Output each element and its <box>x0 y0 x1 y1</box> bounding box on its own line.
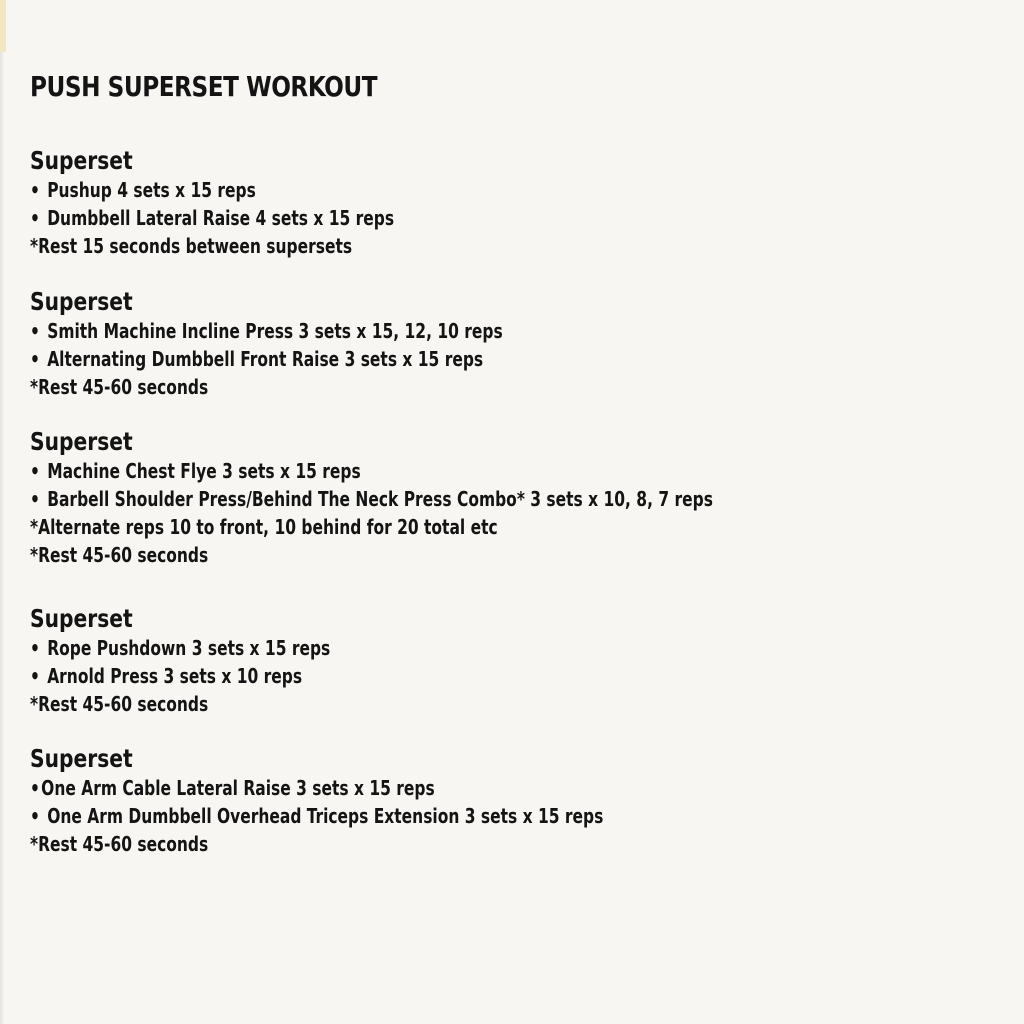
superset-section-4 <box>30 604 379 718</box>
rest-note: *Rest 45-60 seconds <box>30 375 209 399</box>
corner-tab <box>0 0 6 52</box>
exercise-item <box>30 345 503 373</box>
bullet-icon: • <box>30 776 40 800</box>
rest-note: *Rest 15 seconds between supersets <box>30 234 353 258</box>
exercise-text: Pushup 4 sets x 15 reps <box>47 178 256 202</box>
bullet-icon: • <box>30 804 40 828</box>
page-title: PUSH SUPERSET WORKOUT <box>30 70 378 103</box>
exercise-text: One Arm Cable Lateral Raise 3 sets x 15 reps <box>41 776 435 800</box>
rest-note: *Rest 45-60 seconds <box>30 832 209 856</box>
section-heading: Superset <box>30 287 133 316</box>
exercise-text: Barbell Shoulder Press/Behind The Neck Press Combo* 3 sets x 10, 8, 7 reps <box>47 487 713 511</box>
exercise-text: Arnold Press 3 sets x 10 reps <box>47 664 303 688</box>
section-heading: Superset <box>30 744 133 773</box>
superset-section-1 <box>30 146 453 260</box>
exercise-item <box>30 774 603 802</box>
rest-note: *Rest 45-60 seconds <box>30 543 209 567</box>
exercise-text: Alternating Dumbbell Front Raise 3 sets x 15 reps <box>47 347 484 371</box>
exercise-text: Machine Chest Flye 3 sets x 15 reps <box>47 459 361 483</box>
exercise-item <box>30 317 503 345</box>
exercise-item <box>30 485 713 513</box>
exercise-item <box>30 634 330 662</box>
exercise-item <box>30 802 603 830</box>
exercise-item <box>30 204 394 232</box>
bullet-icon: • <box>30 178 40 202</box>
bullet-icon: • <box>30 459 40 483</box>
superset-section-5 <box>30 744 697 858</box>
section-heading: Superset <box>30 427 133 456</box>
bullet-icon: • <box>30 664 40 688</box>
exercise-text: Dumbbell Lateral Raise 4 sets x 15 reps <box>47 206 395 230</box>
bullet-icon: • <box>30 347 40 371</box>
superset-section-3 <box>30 427 824 569</box>
bullet-icon: • <box>30 319 40 343</box>
page-edge-shadow <box>0 0 4 1024</box>
bullet-icon: • <box>30 487 40 511</box>
superset-section-2 <box>30 287 580 401</box>
bullet-icon: • <box>30 206 40 230</box>
section-heading: Superset <box>30 146 133 175</box>
exercise-text: One Arm Dumbbell Overhead Triceps Extension 3 sets x 15 reps <box>47 804 604 828</box>
bullet-icon: • <box>30 636 40 660</box>
rest-note: *Rest 45-60 seconds <box>30 692 209 716</box>
section-heading: Superset <box>30 604 133 633</box>
exercise-text: Rope Pushdown 3 sets x 15 reps <box>47 636 331 660</box>
exercise-item <box>30 457 713 485</box>
exercise-item <box>30 662 330 690</box>
exercise-text: Smith Machine Incline Press 3 sets x 15, 12, 10 reps <box>47 319 503 343</box>
note: *Alternate reps 10 to front, 10 behind for 20 total etc <box>30 515 498 539</box>
exercise-item <box>30 176 394 204</box>
